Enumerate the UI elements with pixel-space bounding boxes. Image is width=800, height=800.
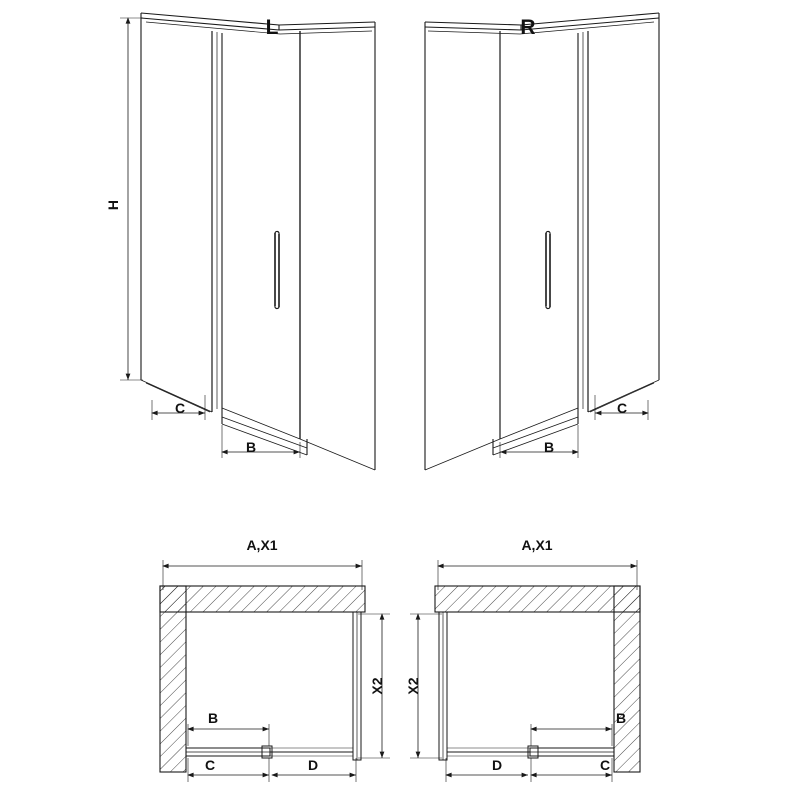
dim-label-B-plan-right: B: [615, 710, 627, 726]
dim-label-B-plan-left: B: [207, 710, 219, 726]
plan-left-view: [160, 560, 390, 782]
dim-label-A-X1-right: A,X1: [521, 537, 553, 553]
dim-label-X2-right: X2: [405, 677, 421, 695]
dim-label-C-plan-right: C: [599, 757, 611, 773]
dim-label-B-right: B: [543, 439, 555, 455]
dim-label-B-left: B: [245, 439, 257, 455]
dim-label-H: H: [105, 199, 121, 211]
view-label-left: L: [265, 16, 279, 39]
view-label-right: R: [520, 16, 536, 39]
plan-right-view: [410, 560, 640, 782]
dim-label-C-right: C: [616, 400, 628, 416]
dim-label-C-left: C: [174, 400, 186, 416]
dim-label-D-plan-left: D: [307, 757, 319, 773]
dim-label-A-X1-left: A,X1: [246, 537, 278, 553]
dim-label-D-plan-right: D: [491, 757, 503, 773]
dim-label-X2-left: X2: [369, 677, 385, 695]
dim-label-C-plan-left: C: [204, 757, 216, 773]
elevation-left-view: [120, 13, 375, 470]
